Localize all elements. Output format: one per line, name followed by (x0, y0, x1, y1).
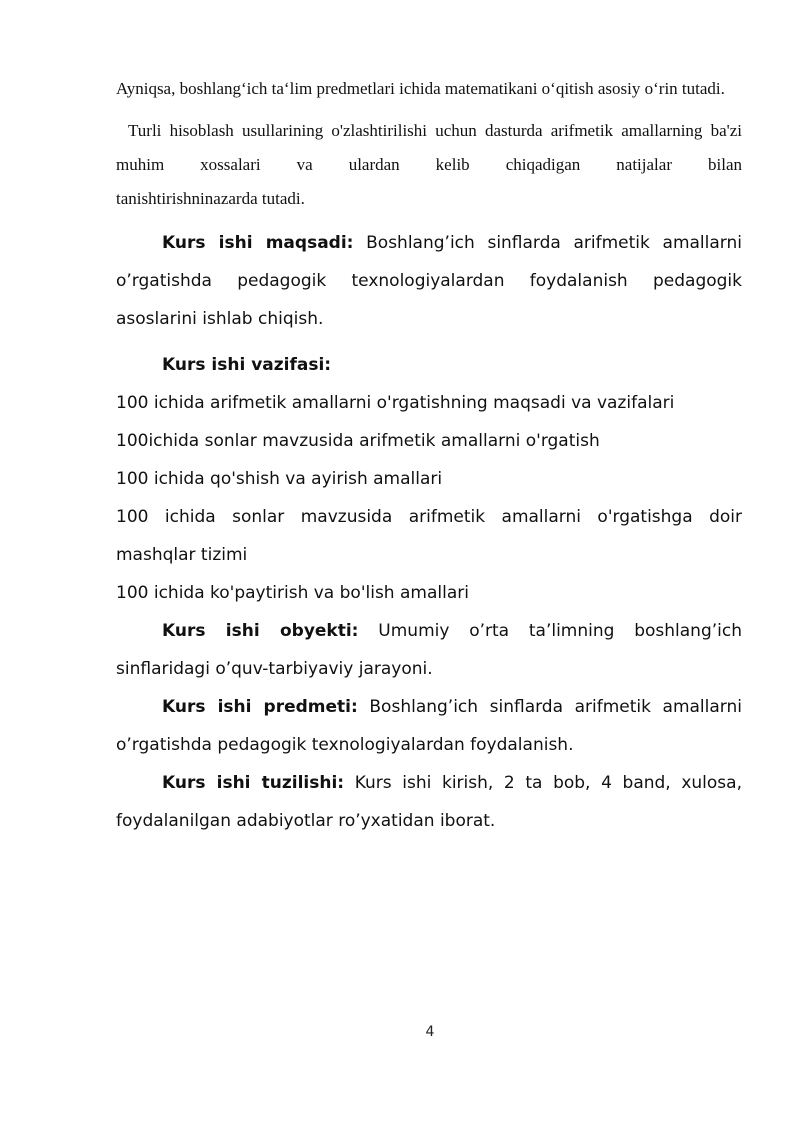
predmet-label: Kurs ishi predmeti: (162, 697, 358, 717)
page-number: 4 (425, 1024, 435, 1040)
predmet-text: Boshlang’ich sinflarda arifmetik amallarni o’rgatishda pedagogik texnologiyalardan foydalanish. (116, 697, 742, 755)
tuzilish-label: Kurs ishi tuzilishi: (162, 773, 345, 793)
vazifa-item: 100 ichida qo'shish va ayirish amallari (116, 469, 443, 489)
vazifa-item: 100 ichida ko'paytirish va bo'lish amallari (116, 583, 469, 603)
intro-paragraph-2-end: tanishtirishninazarda tutadi. (116, 189, 305, 208)
obyekt-text: Umumiy o’rta ta’limning boshlang’ich sinflaridagi o’quv-tarbiyaviy jarayoni. (116, 621, 742, 679)
tuzilish-text: Kurs ishi kirish, 2 ta bob, 4 band, xulosa, foydalanilgan adabiyotlar ro’yxatidan iborat. (116, 773, 742, 831)
page-body (116, 72, 742, 840)
predmet-paragraph (116, 688, 742, 764)
obyekt-label: Kurs ishi obyekti: (162, 621, 359, 641)
obyekt-paragraph (116, 612, 742, 688)
vazifa-heading: Kurs ishi vazifasi: (162, 355, 332, 375)
maqsad-text: Boshlang’ich sinflarda arifmetik amallarni o’rgatishda pedagogik texnologiyalardan foydalanish pedagogik asoslarini ishlab chiqish. (116, 233, 742, 329)
intro-paragraph-2-main: Turli hisoblash usullarining o'zlashtirilishi uchun dasturda arifmetik amallarning ba'zi muhim xossalari va ulardan kelib chiqadigan natijalar bilan (116, 121, 742, 174)
maqsad-paragraph (116, 224, 742, 338)
vazifa-list (116, 384, 742, 612)
maqsad-label: Kurs ishi maqsadi: (162, 233, 354, 253)
intro-paragraph-1: Ayniqsa, boshlang‘ich ta‘lim predmetlari ichida matematikani o‘qitish asosiy o‘rin tutadi. (116, 79, 725, 98)
intro-paragraph-2 (116, 114, 742, 216)
vazifa-item: 100 ichida sonlar mavzusida arifmetik amallarni o'rgatishga doir mashqlar tizimi (116, 507, 742, 565)
tuzilish-paragraph (116, 764, 742, 840)
vazifa-item: 100ichida sonlar mavzusida arifmetik amallarni o'rgatish (116, 431, 600, 451)
vazifa-item: 100 ichida arifmetik amallarni o'rgatishning maqsadi va vazifalari (116, 393, 675, 413)
